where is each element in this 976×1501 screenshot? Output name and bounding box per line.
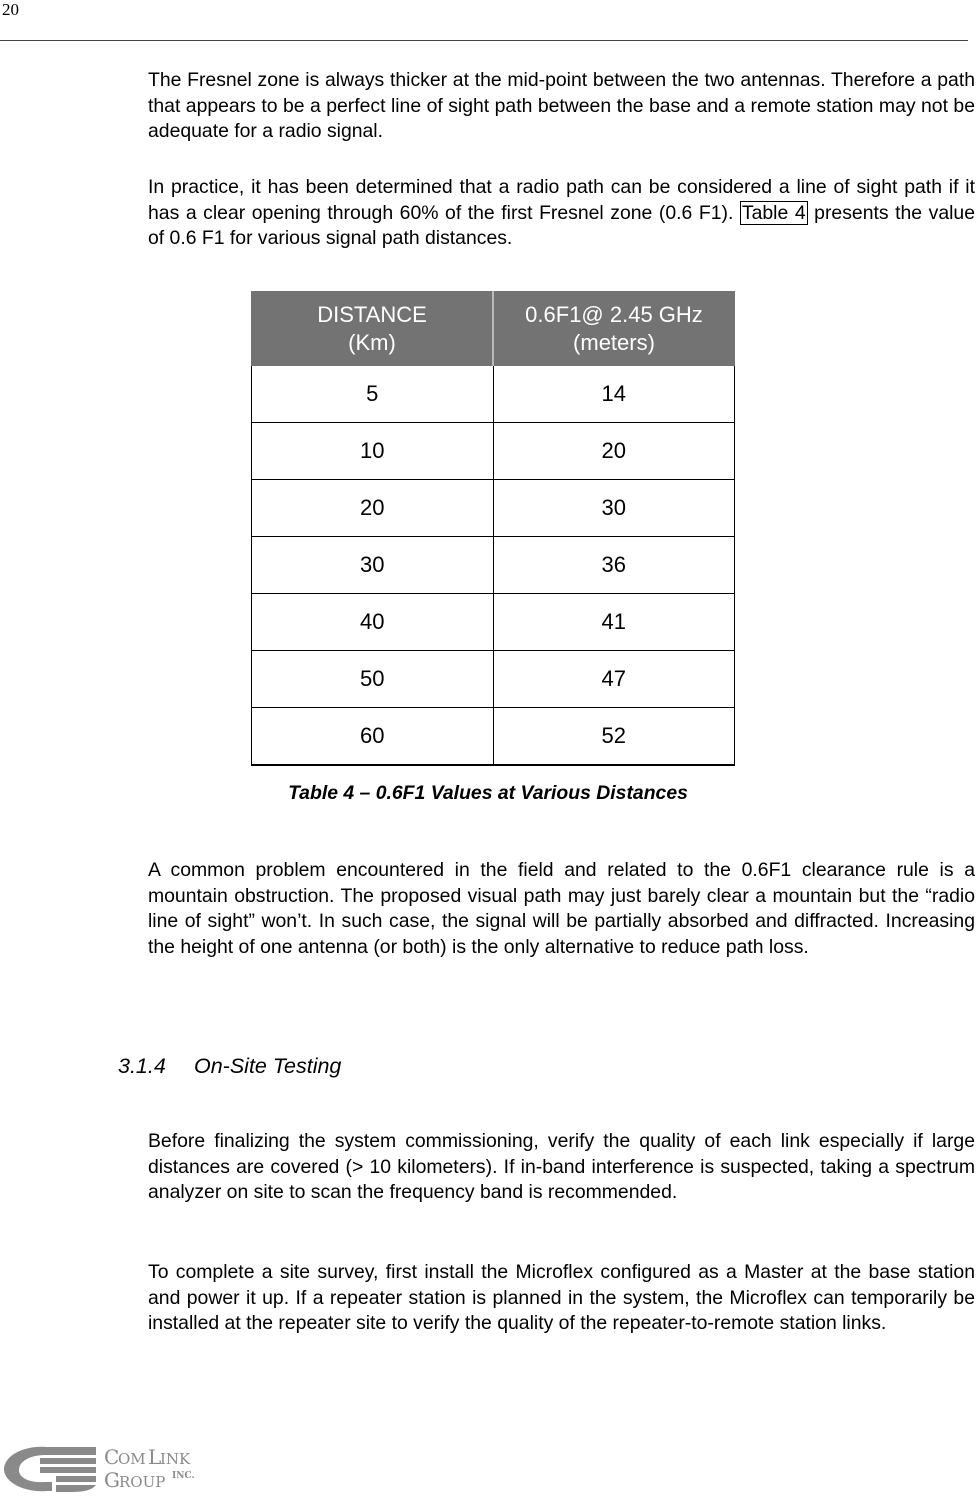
distance-cell: 10 [252,423,494,480]
table-row [252,708,735,766]
svg-text:ROUP: ROUP [119,1473,166,1491]
clearance-cell: 20 [493,423,735,480]
on-site-testing-paragraph-1: Before finalizing the system commissioning, verify the quality of each link especially if large distances are covered (> 10 kilometers). If in-band interference is suspected, taking a spectrum analyzer on site to scan the frequency band is recommended. [148,1130,975,1203]
clearance-cell: 41 [493,594,735,651]
column-header-distance [252,292,494,366]
svg-text:INK: INK [160,1450,191,1468]
clearance-cell: 36 [493,537,735,594]
on-site-testing-paragraph-2: To complete a site survey, first install the Microflex configured as a Master at the base station and power it up. If a repeater station is planned in the system, the Microflex can temporarily be installed at the repeater site to verify the quality of the repeater-to-remote station links. [148,1261,975,1334]
distance-cell: 20 [252,480,494,537]
table-header-row [252,292,735,366]
mountain-obstruction-paragraph: A common problem encountered in the field and related to the 0.6F1 clearance rule is a mountain obstruction. The proposed visual path may just barely clear a mountain but the “radio line of sight” won’t. In such case, the signal will be partially absorbed and diffracted. Increasing the height of one antenna (or both) is the only alternative to reduce path loss. [148,859,975,958]
clearance-cell: 47 [493,651,735,708]
column-header-clearance [493,292,735,366]
intro-paragraph-2 [148,175,975,252]
distance-cell: 30 [252,537,494,594]
table-caption-text: Table 4 – 0.6F1 Values at Various Distances [288,782,688,804]
svg-text:G: G [104,1468,120,1492]
section-heading [118,1054,341,1079]
section-number: 3.1.4 [118,1054,166,1078]
column-header-clearance-line2: (meters) [573,329,655,355]
svg-text:L: L [148,1445,162,1469]
svg-text:INC.: INC. [172,1471,195,1481]
table-row [252,366,735,423]
distance-cell: 60 [252,708,494,766]
column-header-distance-line2: (Km) [348,329,396,355]
distance-cell: 40 [252,594,494,651]
comlink-group-logo [0,1441,230,1496]
table-4-link[interactable]: Table 4 [741,201,806,224]
comlink-logo-mark [0,1441,230,1496]
section-title: On-Site Testing [194,1054,342,1078]
clearance-cell: 14 [493,366,735,423]
fresnel-table-grid [251,291,735,766]
header-rule [0,40,968,41]
table-row [252,594,735,651]
distance-cell: 5 [252,366,494,423]
table-row [252,480,735,537]
intro-paragraph-2-text-a: In practice, it has been determined that a radio path can be considered a line of sight path if it has a clear opening through 60% of the first Fresnel zone (0.6 F1). [148,176,975,224]
table-caption [0,782,976,805]
column-header-clearance-line1: 0.6F1@ 2.45 GHz [525,301,703,327]
table-row [252,537,735,594]
clearance-cell: 52 [493,708,735,766]
intro-paragraph-1: The Fresnel zone is always thicker at the mid-point between the two antennas. Therefore a path that appears to be a perfect line of sight path between the base and a remote station may not be adequate for a radio signal. [148,69,975,142]
column-header-distance-line1: DISTANCE [317,301,427,327]
intro-paragraph-2-text-b: presents the value of 0.6 F1 for various signal path distances. [148,201,975,249]
svg-text:C: C [104,1445,120,1469]
table-row [252,651,735,708]
page-number: 20 [2,0,19,19]
svg-text:OM: OM [118,1450,146,1468]
clearance-cell: 30 [493,480,735,537]
distance-cell: 50 [252,651,494,708]
fresnel-table [251,291,735,766]
table-row [252,423,735,480]
